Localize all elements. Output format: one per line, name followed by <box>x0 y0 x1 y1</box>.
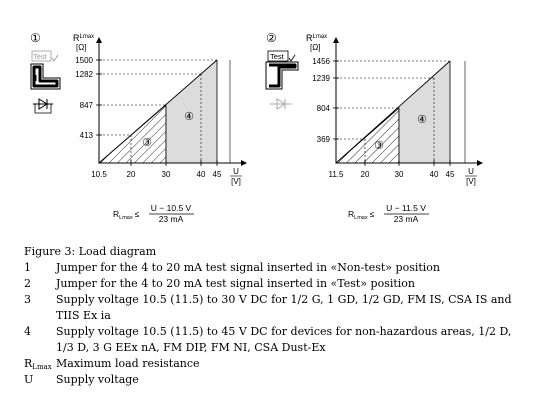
chart-2-xtick: 30 <box>394 170 404 179</box>
chart-2-region-3-label: ③ <box>374 140 384 152</box>
svg-text:U − 10.5 V: U − 10.5 V <box>150 203 192 213</box>
jumper-test-icon <box>266 51 298 89</box>
chart-2-xtick: 45 <box>445 170 455 179</box>
caption-item <box>24 260 529 276</box>
chart-2-xtick: 40 <box>429 170 439 179</box>
chart-1-ylabel: $R^{Lmax}$ <box>73 33 95 43</box>
caption-item-text: Jumper for the 4 to 20 mA test signal inserted in «Test» position <box>56 277 416 290</box>
caption-item-num: 2 <box>24 277 31 290</box>
caption-legend-rlmax <box>24 356 529 372</box>
chart-2-switch-label: Test <box>270 52 284 61</box>
chart-2-ytick: 804 <box>316 104 330 113</box>
chart-1-yunit: [Ω] <box>76 43 87 52</box>
chart-2-xtick: 20 <box>360 170 370 179</box>
caption-item-text: Supply voltage 10.5 (11.5) to 30 V DC for 1/2 G, 1 GD, 1/2 GD, FM IS, CSA IS and TIIS Ex ia <box>56 293 512 322</box>
chart-2-region-4-label: ④ <box>417 114 427 126</box>
jumper-non-test-icon <box>31 51 60 89</box>
chart-1-ytick: 1282 <box>75 70 93 79</box>
chart-2-region-4 <box>399 61 450 163</box>
chart-1 <box>30 31 244 224</box>
chart-2-formula <box>348 203 429 224</box>
chart-1-xtick: 30 <box>161 170 171 179</box>
diode-grey-icon <box>270 99 292 109</box>
caption-symbol: U <box>24 373 34 386</box>
chart-2-xlabel: U <box>468 167 474 176</box>
caption-item-text: Supply voltage 10.5 (11.5) to 45 V DC for devices for non-hazardous areas, 1/2 D, 1/3 D, 3 G EEx nA, FM DIP, FM NI, CSA Dust-Ex <box>56 325 512 354</box>
chart-1-xtick: 45 <box>212 170 222 179</box>
figure-caption <box>24 244 529 388</box>
chart-1-formula <box>113 203 194 224</box>
chart-2-ytick: 1239 <box>312 74 330 83</box>
svg-text:U − 11.5 V: U − 11.5 V <box>386 203 426 213</box>
caption-item-num: 4 <box>24 325 31 338</box>
chart-1-region-4-label: ④ <box>184 111 194 123</box>
chart-1-switch-label: Test <box>33 52 47 61</box>
svg-text:RLmax≤: $R_{Lmax}$ ≤ <box>348 209 375 221</box>
svg-text:RLmax≤: $R_{Lmax}$ ≤ <box>113 209 140 221</box>
chart-2-circle-label: ② <box>266 31 277 45</box>
chart-2-xtick: 11.5 <box>328 170 344 179</box>
chart-2-ytick: 369 <box>316 135 330 144</box>
chart-1-xtick: 10.5 <box>91 170 107 179</box>
caption-item-num: 1 <box>24 261 31 274</box>
chart-1-xtick: 40 <box>196 170 206 179</box>
caption-item-text: Jumper for the 4 to 20 mA test signal inserted in «Non-test» position <box>56 261 441 274</box>
caption-symbol: $R_{Lmax}$ <box>24 357 52 371</box>
caption-item <box>24 292 529 324</box>
caption-item-num: 3 <box>24 293 31 306</box>
chart-1-circle-label: ① <box>30 31 41 45</box>
svg-text:23 mA: 23 mA <box>393 214 419 224</box>
chart-2-ylabel: $R^{Lmax}$ <box>306 33 328 43</box>
diode-icon <box>33 99 53 113</box>
chart-1-xunit: [V] <box>231 177 241 186</box>
caption-title: Figure 3: Load diagram <box>24 245 157 258</box>
chart-1-xlabel: U <box>233 167 239 176</box>
caption-item <box>24 276 529 292</box>
chart-1-ytick: 413 <box>79 131 93 140</box>
chart-2-xunit: [V] <box>466 177 476 186</box>
caption-legend-u <box>24 372 529 388</box>
chart-1-xtick: 20 <box>126 170 136 179</box>
caption-symbol-text: Supply voltage <box>56 373 139 386</box>
caption-item <box>24 324 529 356</box>
chart-1-ytick: 847 <box>79 101 93 110</box>
chart-2-yunit: [Ω] <box>310 43 321 52</box>
chart-2-ytick: 1456 <box>312 57 330 66</box>
chart-1-ytick: 1500 <box>75 56 93 65</box>
chart-1-region-3-label: ③ <box>142 137 152 149</box>
svg-text:23 mA: 23 mA <box>158 214 184 224</box>
chart-2 <box>266 31 480 224</box>
caption-symbol-text: Maximum load resistance <box>56 357 200 370</box>
